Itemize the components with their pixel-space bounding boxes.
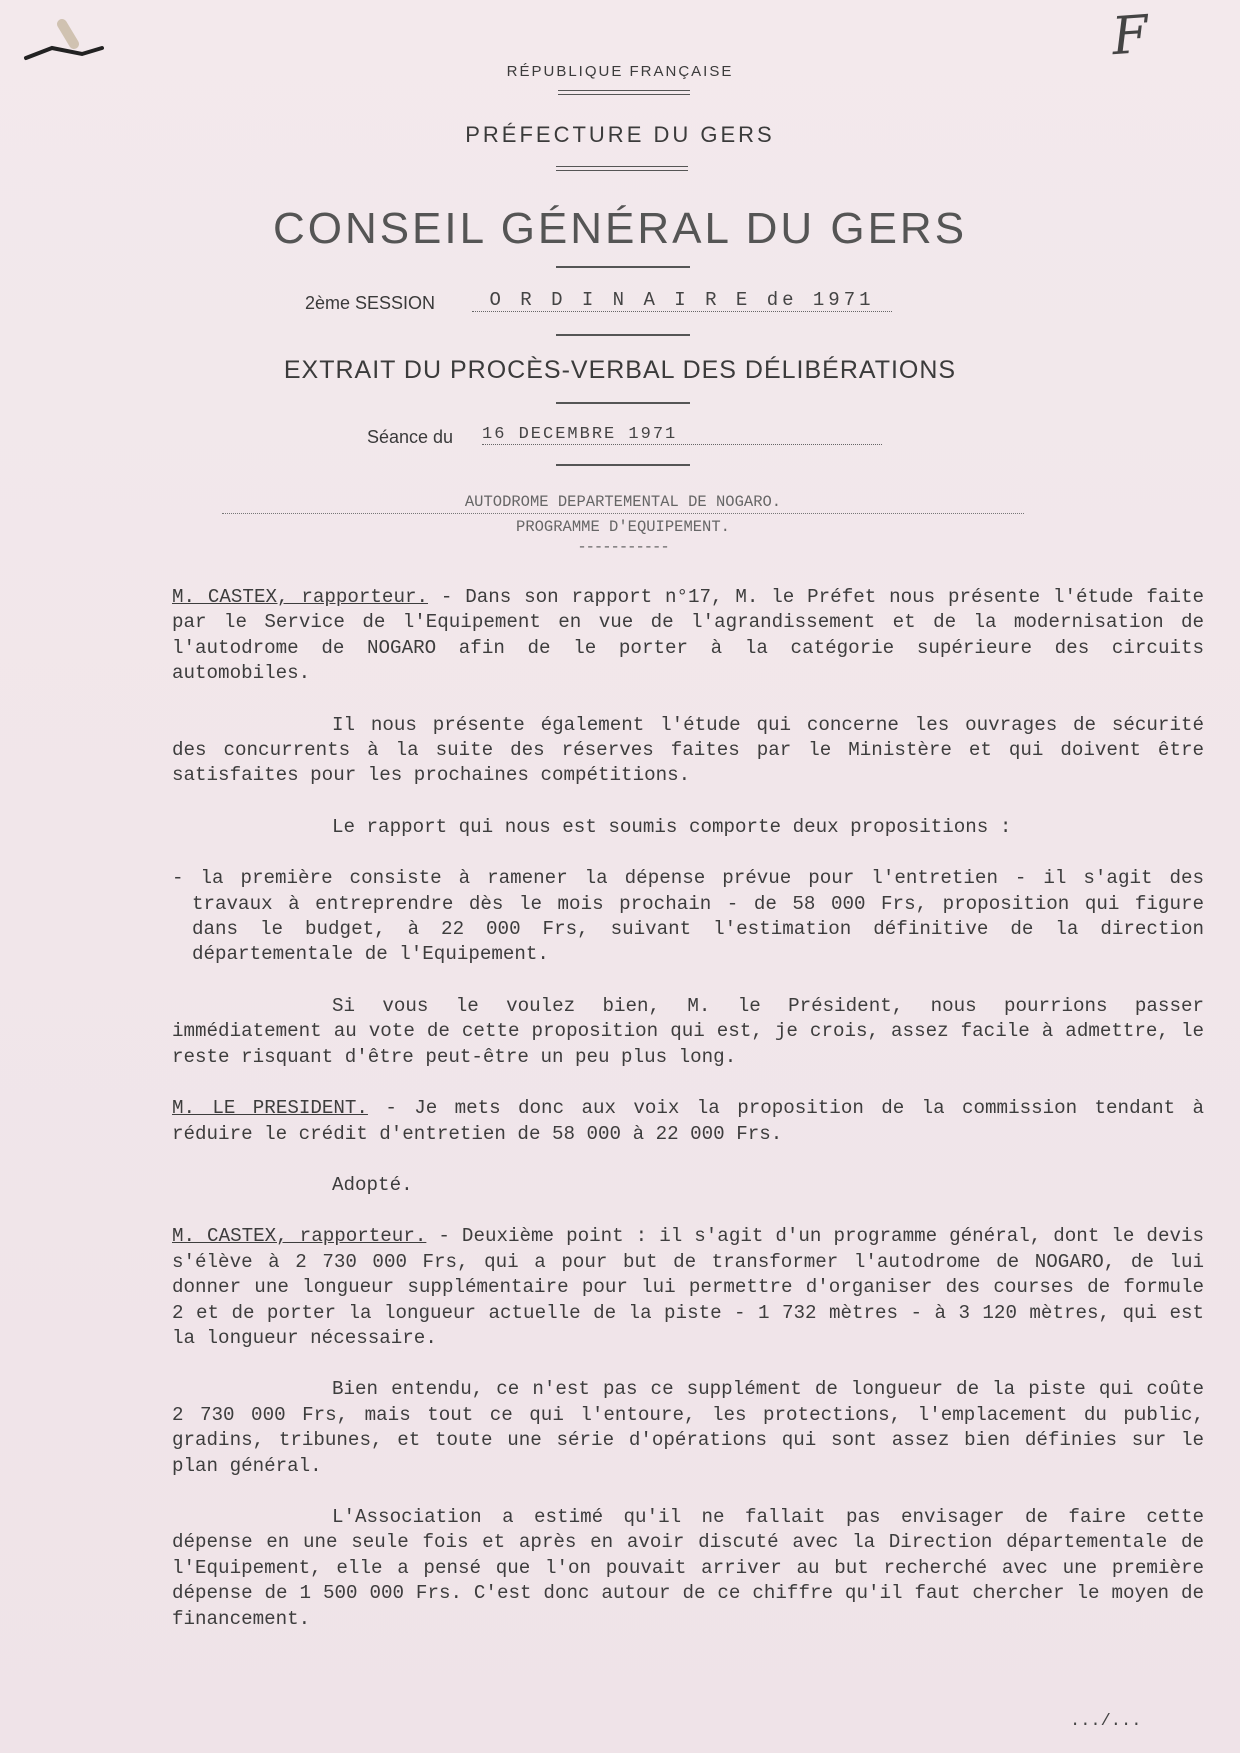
- speaker-name: M. CASTEX, rapporteur.: [172, 1225, 427, 1248]
- speaker-name: M. CASTEX, rapporteur.: [172, 586, 428, 608]
- seance-date: 16 DECEMBRE 1971: [482, 425, 882, 445]
- pen-mark-icon: [22, 18, 112, 68]
- subject-block: [222, 493, 1024, 556]
- divider: [556, 334, 690, 336]
- paragraph: Le rapport qui nous est soumis comporte deux propositions :: [332, 815, 1012, 838]
- continuation-marker: .../...: [1070, 1712, 1142, 1731]
- paragraph-text: - Deuxième point : il s'agit d'un programme général, dont le devis s'élève à 2 730 000 Frs, qui a pour but de transformer l'autodrome de NOGARO, de lui donner une longueur supplémentaire pour lui permettre d'organiser des courses de formule 2 et de porter la longueur actuelle de la piste - 1 732 mètres - à 3 120 mètres, qui est la longueur nécessaire.: [172, 1225, 1204, 1349]
- paragraph: Adopté.: [332, 1173, 413, 1196]
- paragraph: Il nous présente également l'étude qui concerne les ouvrages de sécurité des concurrents à la suite des réserves faites par le Ministère et qui doivent être satisfaites pour les prochaines compétitions.: [172, 713, 1204, 787]
- paragraph-text: - Dans son rapport n°17, M. le Préfet nous présente l'étude faite par le Service de l'Equipement en vue de l'agrandissement et de la modernisation de l'autodrome de NOGARO afin de le porter à la catégorie supérieure des circuits automobiles.: [172, 586, 1204, 685]
- divider: [556, 464, 690, 466]
- session-value: O R D I N A I R E de 1971: [472, 289, 892, 312]
- deliberation-body: [172, 585, 1204, 1632]
- paragraph-text: - Je mets donc aux voix la proposition de la commission tendant à réduire le crédit d'entretien de 58 000 à 22 000 Frs.: [172, 1097, 1205, 1145]
- paragraph: [172, 1224, 1204, 1351]
- paragraph: [172, 1096, 1204, 1147]
- list-item: - la première consiste à ramener la dépense prévue pour l'entretien - il s'agit des travaux à entreprendre dès le mois prochain - de 58 000 Frs, proposition qui figure dans le budget, à 22 000 Frs, suivant l'estimation définitive de la direction départementale de l'Equipement.: [172, 867, 1204, 966]
- paragraph: L'Association a estimé qu'il ne fallait pas envisager de faire cette dépense en une seule fois et après en avoir discuté avec la Direction départementale de l'Equipement, elle a pensé que l'on pouvait arriver au but recherché avec une première dépense de 1 500 000 Frs. C'est donc autour de ce chiffre qu'il faut chercher le moyen de financement.: [172, 1505, 1204, 1630]
- divider: [558, 90, 690, 95]
- subject-line-1: AUTODROME DEPARTEMENTAL DE NOGARO.: [222, 493, 1024, 514]
- council-title: CONSEIL GÉNÉRAL DU GERS: [272, 204, 968, 253]
- paragraph: Bien entendu, ce n'est pas ce supplément de longueur de la piste qui coûte 2 730 000 Frs, mais tout ce qui l'entoure, les protections, l'emplacement du public, gradins, tribunes, et toute une série d'opérations qui sont assez bien définies sur le plan général.: [172, 1378, 1204, 1477]
- prefecture-heading: PRÉFECTURE DU GERS: [465, 122, 775, 147]
- subject-dashes: -----------: [577, 538, 669, 556]
- paragraph: Si vous le voulez bien, M. le Président, nous pourrions passer immédiatement au vote de cette proposition qui est, je crois, assez facile à admettre, le reste risquant d'être peut-être un peu plus long.: [172, 994, 1204, 1068]
- session-label: 2ème SESSION: [305, 293, 436, 313]
- divider: [556, 402, 690, 404]
- divider: [556, 166, 688, 171]
- speaker-name: M. LE PRESIDENT.: [172, 1097, 368, 1120]
- paragraph: [172, 585, 1204, 687]
- seance-label: Séance du: [367, 427, 454, 447]
- subject-line-2: PROGRAMME D'EQUIPEMENT.: [516, 518, 730, 536]
- corner-annotation: F: [1109, 4, 1151, 68]
- republic-heading: RÉPUBLIQUE FRANÇAISE: [506, 63, 734, 80]
- divider: [556, 266, 690, 268]
- extract-title: EXTRAIT DU PROCÈS-VERBAL DES DÉLIBÉRATIONS: [283, 356, 957, 384]
